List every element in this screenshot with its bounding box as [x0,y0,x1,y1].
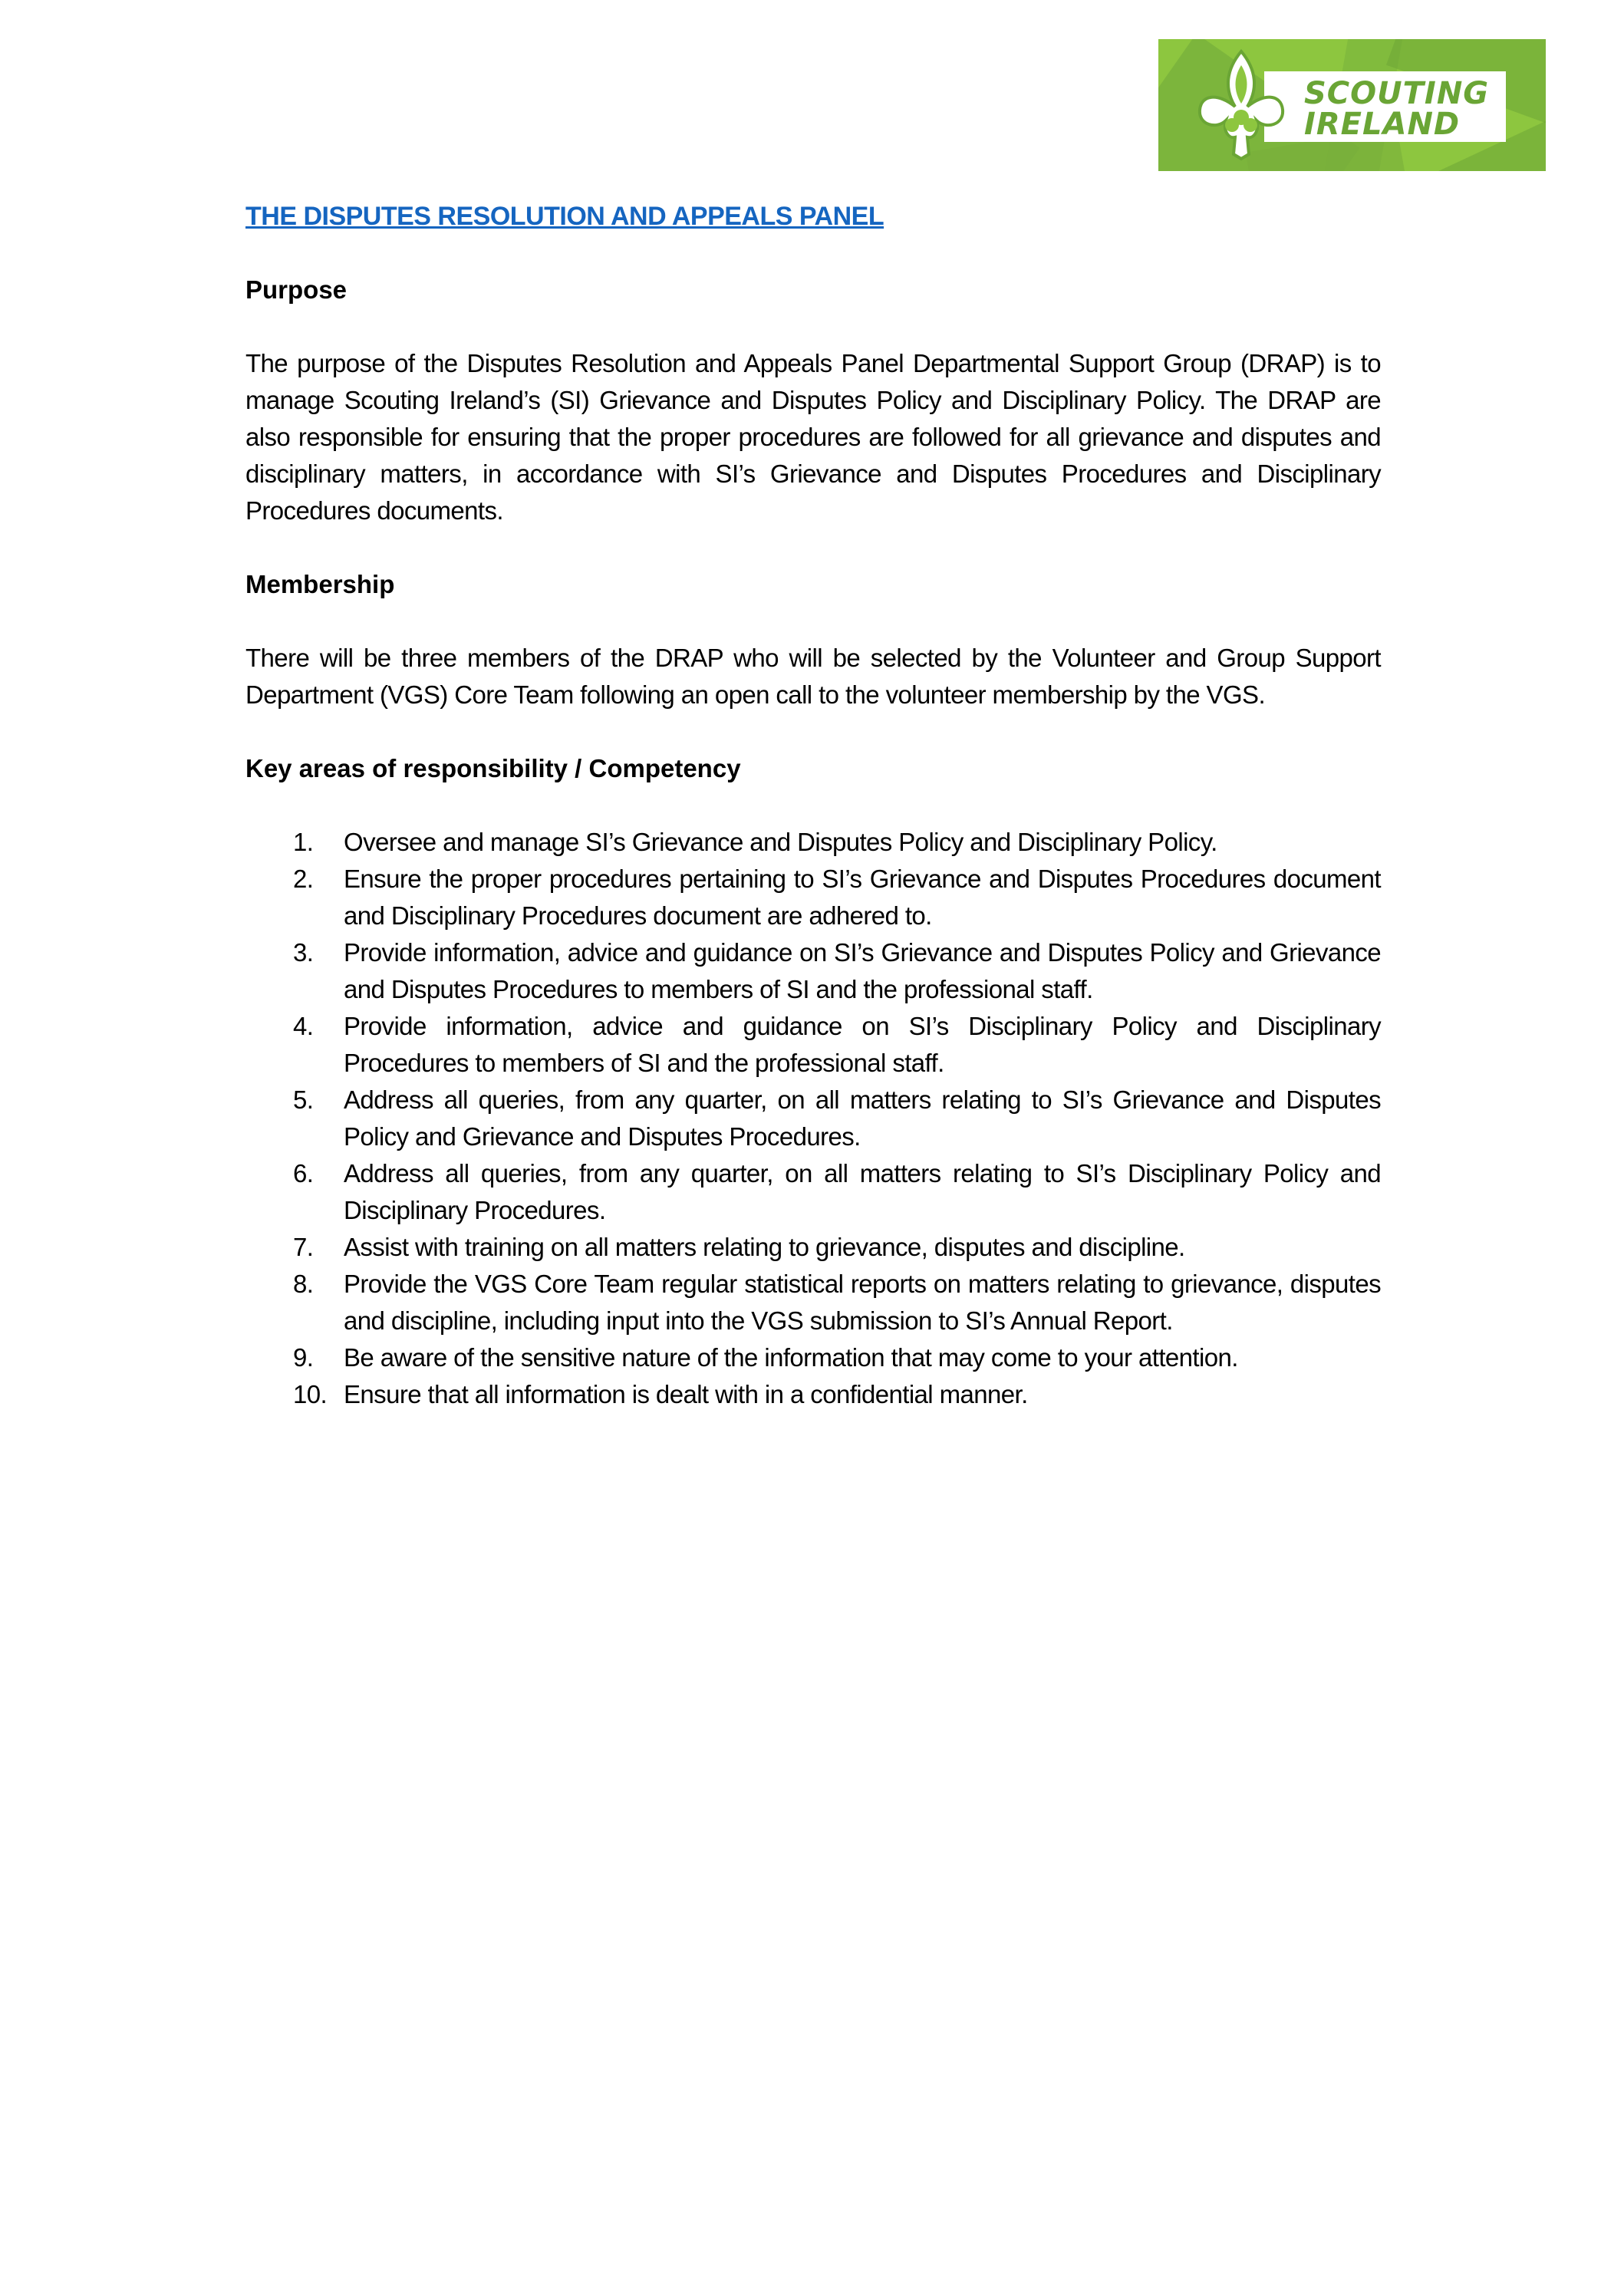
list-item-text: Address all queries, from any quarter, on all matters relating to SI’s Disciplinary Policy and Disciplinary Procedures. [344,1159,1381,1224]
list-item [245,861,1381,934]
list-number: 1. [293,828,314,856]
document-body [245,198,1381,1413]
list-item-text: Assist with training on all matters relating to grievance, disputes and discipline. [344,1233,1185,1261]
list-item-text: Ensure that all information is dealt with in a confidential manner. [344,1380,1028,1408]
list-item [245,1155,1381,1229]
logo-text-line2: IRELAND [1304,107,1461,142]
list-number: 4. [293,1012,314,1040]
list-number: 2. [293,865,314,893]
list-number: 5. [293,1085,314,1114]
list-item [245,1339,1381,1376]
list-item-text: Provide information, advice and guidance on SI’s Grievance and Disputes Policy and Grievance and Disputes Procedures to members of SI and the professional staff. [344,938,1381,1003]
membership-paragraph: There will be three members of the DRAP who will be selected by the Volunteer and Group Support Department (VGS) Core Team following an open call to the volunteer membership by the VGS. [245,644,1381,709]
list-item-text: Ensure the proper procedures pertaining to SI’s Grievance and Disputes Procedures document and Disciplinary Procedures document are adhered to. [344,865,1381,930]
list-item-text: Provide information, advice and guidance on SI’s Disciplinary Policy and Disciplinary Procedures to members of SI and the professional staff. [344,1012,1381,1077]
list-item-text: Address all queries, from any quarter, on all matters relating to SI’s Grievance and Disputes Policy and Grievance and Disputes Procedures. [344,1085,1381,1151]
list-item [245,1082,1381,1155]
document-title: THE DISPUTES RESOLUTION AND APPEALS PANEL [245,202,884,231]
scouting-ireland-logo [1158,39,1546,171]
purpose-heading: Purpose [245,275,348,304]
list-number: 3. [293,938,314,967]
purpose-paragraph: The purpose of the Disputes Resolution and Appeals Panel Departmental Support Group (DRAP) is to manage Scouting Ireland’s (SI) Grievance and Disputes Policy and Disciplinary Policy. The DRAP are also responsible for ensuring that the proper procedures are followed for all grievance and disputes and disciplinary matters, in accordance with SI’s Grievance and Disputes Procedures and Disciplinary Procedures documents. [245,349,1381,525]
responsibilities-heading: Key areas of responsibility / Competency [245,754,741,782]
list-item [245,1266,1381,1339]
responsibilities-list [245,824,1381,1413]
list-item [245,824,1381,861]
list-item-text: Be aware of the sensitive nature of the information that may come to your attention. [344,1343,1238,1372]
list-item-text: Provide the VGS Core Team regular statistical reports on matters relating to grievance, disputes and discipline, including input into the VGS submission to SI’s Annual Report. [344,1270,1381,1335]
list-item [245,934,1381,1008]
list-number: 9. [293,1343,314,1372]
list-item-text: Oversee and manage SI’s Grievance and Disputes Policy and Disciplinary Policy. [344,828,1217,856]
list-number: 7. [293,1233,314,1261]
list-item [245,1008,1381,1082]
list-number: 8. [293,1270,314,1298]
list-item [245,1376,1381,1413]
list-item [245,1229,1381,1266]
logo-text-line1: SCOUTING [1304,76,1490,111]
membership-heading: Membership [245,570,395,598]
list-number: 10. [293,1380,328,1408]
list-number: 6. [293,1159,314,1188]
fleur-de-lis-icon [1195,47,1287,162]
